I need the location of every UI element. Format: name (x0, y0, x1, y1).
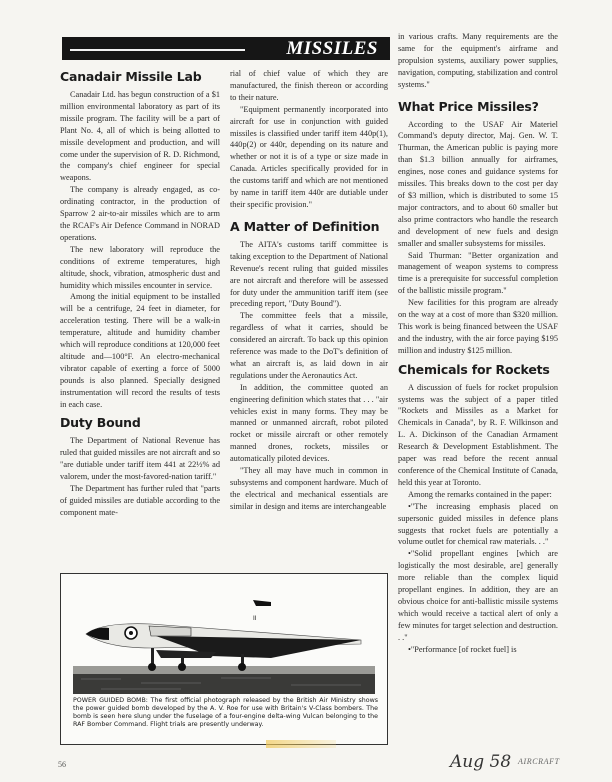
paragraph: "They all may have much in common in subsystems and component hardware. Much of the electrical and mechanical essentials are similar in design and items are interchangeable (230, 466, 388, 511)
magazine-name: AIRCRAFT (518, 757, 560, 766)
paragraph: rial of chief value of which they are manufactured, the finish thereon or according to their nature. (230, 69, 388, 102)
paragraph: in various crafts. Many requirements are the same for the equipment's airframe and propulsion systems, auxiliary power supplies, navigation, computing, stabilization and control systems." (398, 32, 558, 89)
section-title: MISSILES (286, 38, 378, 59)
column-2 (230, 68, 388, 513)
heading-what-price-missiles: What Price Missiles? (398, 98, 539, 114)
bullet-item: • "Solid propellant engines [which are logistically the most desirable, are] generally more reliable than the complex liquid propellant engines. In addition, they are an obvious choice for anti-ballistic missile systems which would receive a tactical alert of only a few minutes for target selection and destruction. . ." (398, 548, 558, 643)
paragraph: A discussion of fuels for rocket propulsion systems was the subject of a paper titled "Rockets and Missiles as a Market for Chemicals in Canada", by R. F. Wilkinson and L. A. Dickinson of the Canadian Armament Research & Development Establishment. The paper was read before the recent annual conference of the Chemical Institute of Canada, held this year at Toronto. (398, 382, 558, 487)
column-1 (60, 64, 220, 519)
heading-canadair-missile-lab: Canadair Missile Lab (60, 69, 202, 84)
paragraph: Among the remarks contained in the paper: (408, 489, 552, 499)
paragraph: The AITA's customs tariff committee is taking exception to the Department of National Revenue's recent ruling that guided missiles are not aircraft and therefore will be assessed for duty under the ammunition tariff item (see preceding report, "Duty Bound"). (230, 239, 388, 309)
paragraph: The company is already engaged, as co-ordinating contractor, in the production of Sparrow 2 air-to-air missiles which are to arm the RCAF's Air Defence Command in NORAD operations. (60, 185, 220, 242)
paragraph: The new laboratory will reproduce the conditions of extreme temperatures, high altitude, shock, vibration, atmospheric dust and humidity which missiles encounter in service. (60, 244, 220, 290)
paragraph: Among the initial equipment to be installed will be a centrifuge, 24 feet in diameter, for acceleration testing. There will be a walk-in temperature, altitude and humidity chamber which will reproduce conditions at 120,000 feet altitude and—100°F. An electro-mechanical vibrator capable of exerting a force of 5000 pounds is also planned. Specially designed instrumentation will record the results of tests in each case. (60, 292, 220, 409)
heading-a-matter-of-definition: A Matter of Definition (230, 218, 380, 234)
photo-caption: POWER GUIDED BOMB: The first official photograph released by the British Air Ministry shows the power guided bomb developed by the A. V. Roe for use with Britain's V-Class bombers. The bomb is seen here slung under the fuselage of a four-engine delta-wing Vulcan belonging to the RAF Bomber Command. Flight trials are presently underway. (73, 697, 378, 728)
paragraph: The Department has further ruled that "parts of guided missiles are dutiable according to the component mate- (60, 484, 220, 517)
heading-chemicals-for-rockets: Chemicals for Rockets (398, 361, 550, 377)
paragraph: Said Thurman: "Better organization and management of weapon systems to compress time is a prerequisite for successful completion of the ballistic missile program." (398, 250, 558, 296)
banner-rule (70, 49, 245, 51)
paragraph: New facilities for this program are already on the way at a cost of more than $320 million. This work is being financed between the USAF and the industry, with the air force paying $195 million and industry $125 million. (398, 298, 558, 355)
svg-text:II: II (253, 615, 257, 622)
page-number: 56 (58, 760, 66, 769)
paper-stain (266, 740, 336, 748)
column-3 (398, 31, 558, 656)
paragraph: The Department of National Revenue has ruled that guided missiles are not aircraft and so "are dutiable under tariff item 441 at 22½% ad valorem, under the most-favored-nation tariff." (60, 436, 220, 482)
paragraph: In addition, the committee quoted an engineering definition which states that . . . "air vehicles exist in many forms. They may be manned or unmanned aircraft, robot piloted rocket or missile aircraft or other remotely manned drones, rockets, missiles or automatically piloted devices. (230, 382, 388, 464)
paragraph: The committee feels that a missile, regardless of what it carries, should be considered an aircraft. To back up this opinion reference was made to the DoT's definition of what an aircraft is, as laid down in air regulations under the Aeronautics Act. (230, 311, 388, 380)
paragraph: "Equipment permanently incorporated into aircraft for use in conjunction with guided missiles is classified under tariff item 440p(1), 440p(2) or 440r, depending on its nature and whether or not it is of a type or size made in Canada. Articles specifically provided for in the customs tariff and which are not mentioned by name in tariff item 440r are dutiable under their specific provision." (230, 104, 388, 209)
heading-duty-bound: Duty Bound (60, 415, 141, 431)
paragraph: According to the USAF Air Materiel Command's deputy director, Maj. Gen. W. T. Thurman, the American public is paying more than $1.3 billion annually for airframes, engines, nose cones and guidance systems for missiles. This breaks down to the cost per day of $3 million, which is distributed to some 15 major contractors, and to about 60 smaller but also prime contractors who handle the research and development of new fuels and design smaller and smaller subsystems for missiles. (398, 119, 558, 248)
section-banner (62, 37, 390, 60)
bullet-item: • "Performance [of rocket fuel] is (398, 644, 558, 656)
photo-figure (60, 573, 388, 745)
paragraph: Canadair Ltd. has begun construction of a $1 million environmental laboratory as part of its missile program. The facility will be a part of Plant No. 4, all of which is being allotted to missile development and production, and will come under the supervision of R. D. Richmond, the company's chief engineer for special weapons. (60, 90, 220, 183)
bullet-item: • "The increasing emphasis placed on supersonic guided missiles in defence plans suggests that rocket fuels are potentially a volume outlet for chemical raw materials. . ." (398, 501, 558, 549)
handwritten-date: Aug 58 (450, 752, 512, 772)
